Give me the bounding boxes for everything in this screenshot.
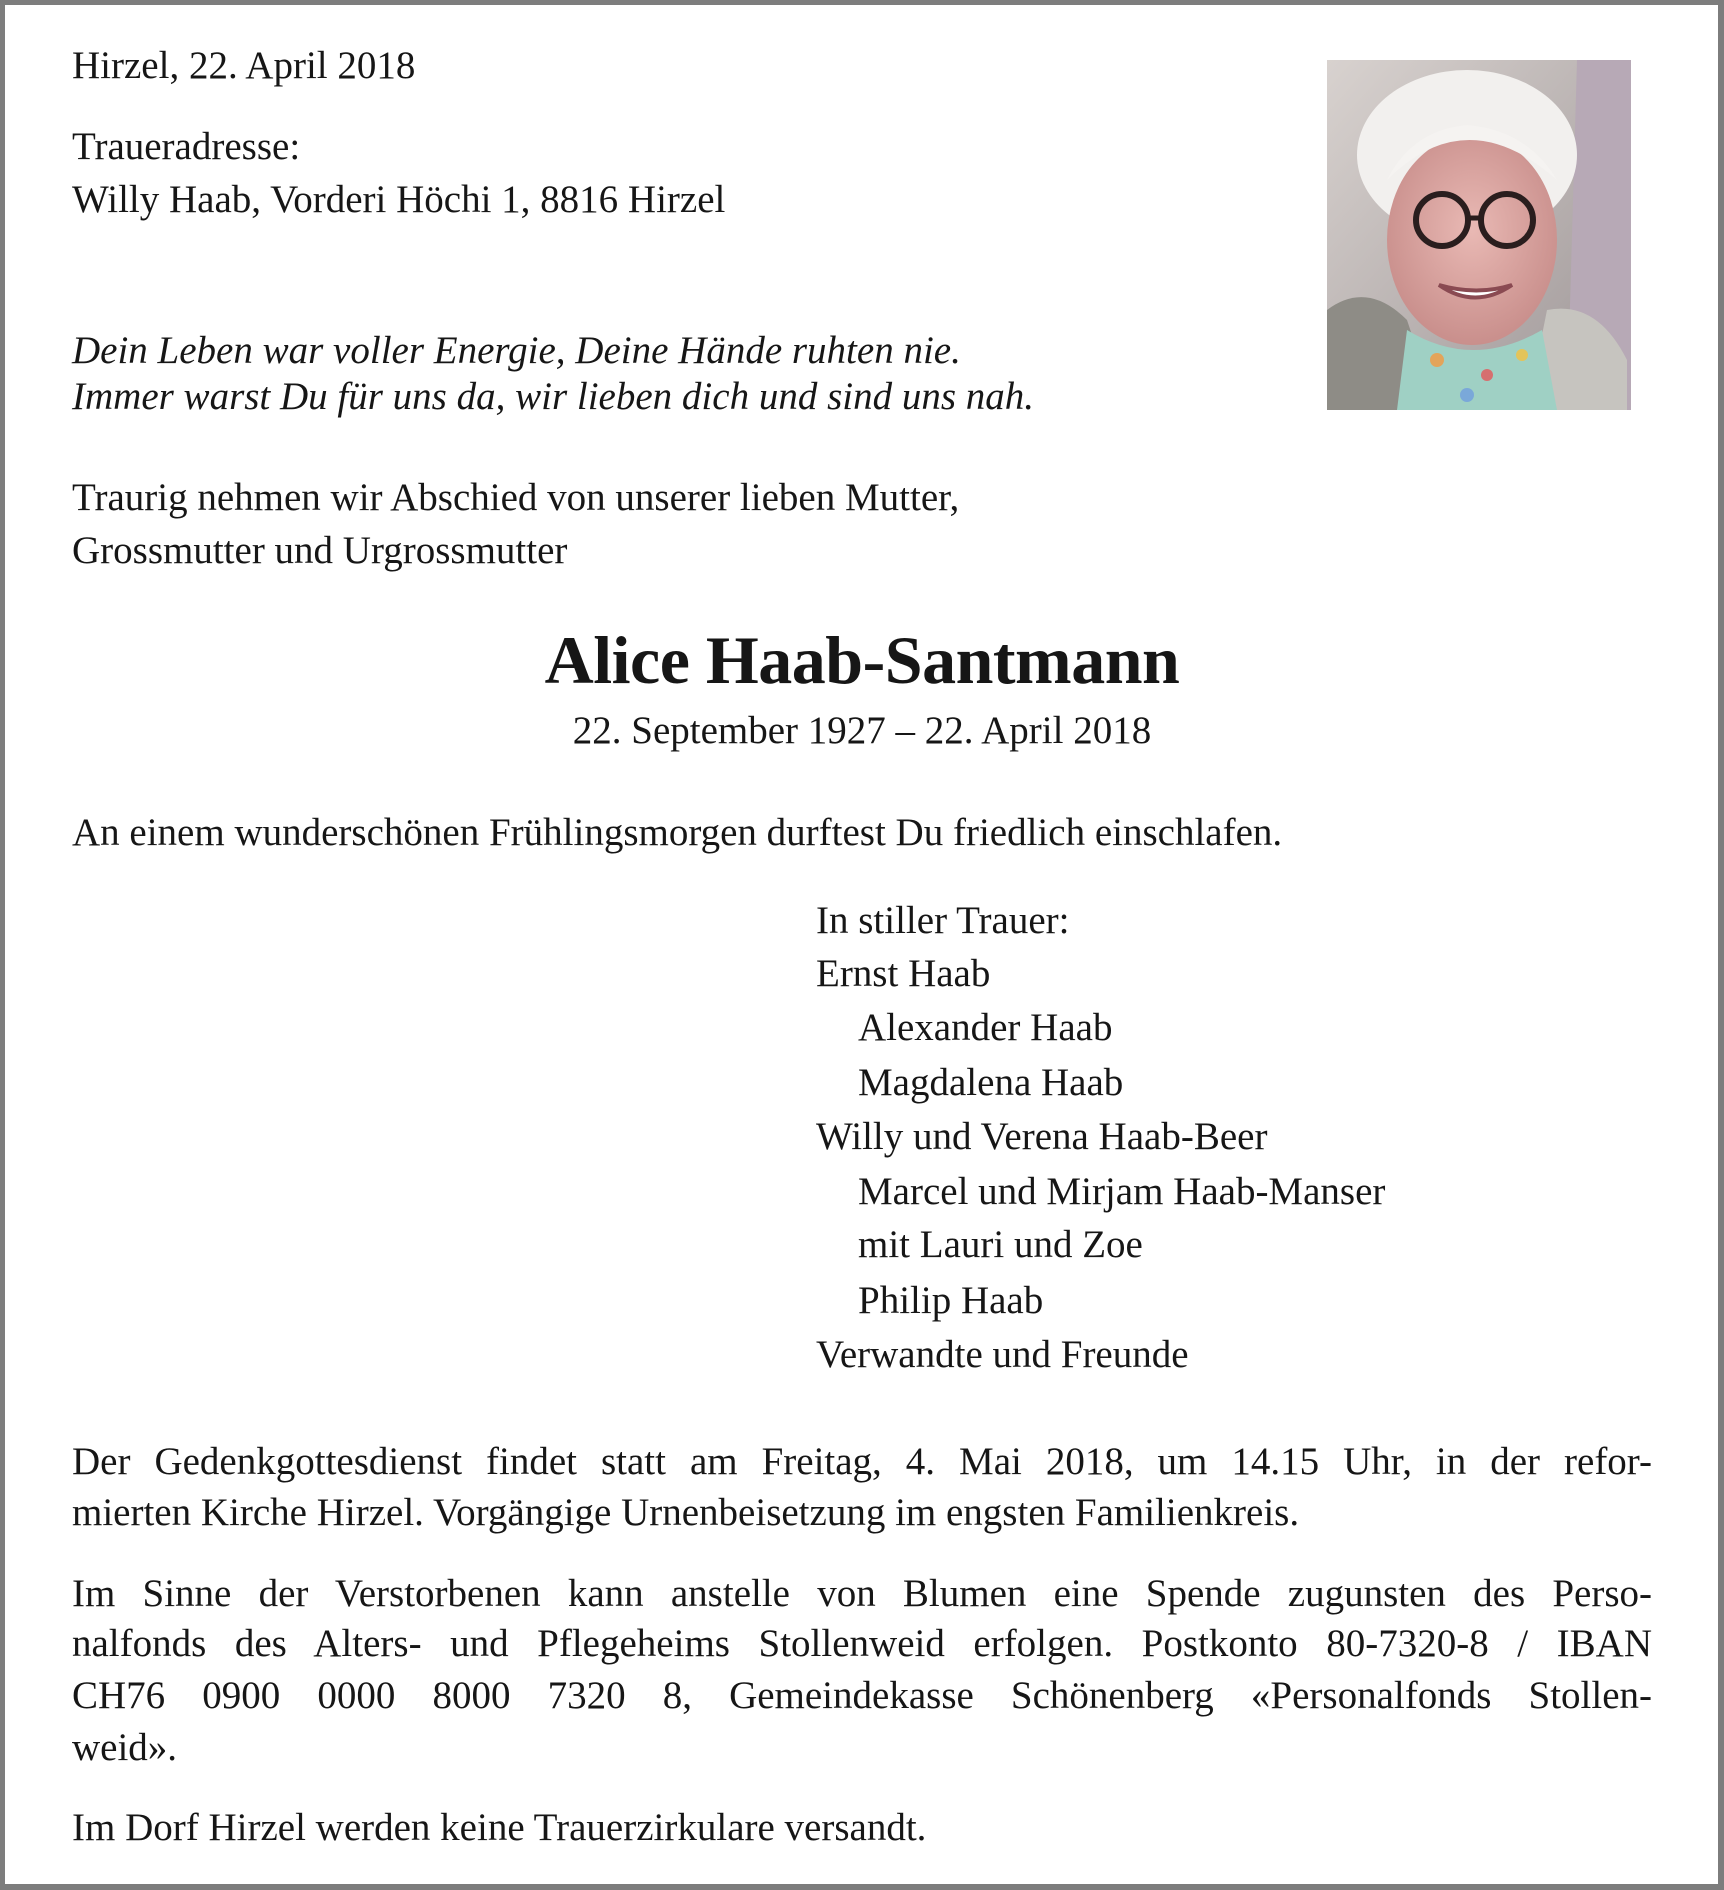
life-dates: 22. September 1927 – 22. April 2018 bbox=[572, 709, 1152, 752]
donation-line-1: Im Sinne der Verstorbenen kann anstelle von Blumen eine Spende zugunsten des Perso- bbox=[72, 1572, 1652, 1615]
closing-note: Im Dorf Hirzel werden keine Trauerzirkulare versandt. bbox=[72, 1806, 927, 1849]
donation-line-4: weid». bbox=[72, 1726, 178, 1769]
mourner: Ernst Haab bbox=[816, 952, 991, 995]
statement: An einem wunderschönen Frühlingsmorgen durftest Du friedlich einschlafen. bbox=[72, 811, 1283, 854]
mourners-label: In stiller Trauer: bbox=[816, 899, 1070, 942]
intro-line-2: Grossmutter und Urgrossmutter bbox=[72, 529, 568, 572]
donation-line-2: nalfonds des Alters- und Pflegeheims Stollenweid erfolgen. Postkonto 80-7320-8 / IBAN bbox=[72, 1622, 1652, 1665]
portrait-photo bbox=[1327, 60, 1631, 410]
mourner: Magdalena Haab bbox=[858, 1061, 1124, 1104]
service-line-1: Der Gedenkgottesdienst findet statt am Freitag, 4. Mai 2018, um 14.15 Uhr, in der refor- bbox=[72, 1440, 1652, 1483]
mourner: Alexander Haab bbox=[858, 1006, 1113, 1049]
poem-line-1: Dein Leben war voller Energie, Deine Hände ruhten nie. bbox=[72, 329, 961, 372]
service-line-2: mierten Kirche Hirzel. Vorgängige Urnenbeisetzung im engsten Familienkreis. bbox=[72, 1491, 1300, 1534]
mourner: Marcel und Mirjam Haab-Manser bbox=[858, 1170, 1386, 1213]
mourning-address: Willy Haab, Vorderi Höchi 1, 8816 Hirzel bbox=[72, 178, 726, 221]
mourner: Verwandte und Freunde bbox=[816, 1333, 1189, 1376]
deceased-name: Alice Haab-Santmann bbox=[544, 622, 1180, 698]
place-date: Hirzel, 22. April 2018 bbox=[72, 44, 416, 87]
mourner: Willy und Verena Haab-Beer bbox=[816, 1115, 1268, 1158]
portrait-image bbox=[1327, 60, 1631, 410]
address-label: Traueradresse: bbox=[72, 125, 301, 168]
donation-line-3: CH76 0900 0000 8000 7320 8, Gemeindekasse Schönenberg «Personalfonds Stollen- bbox=[72, 1674, 1652, 1717]
mourner: mit Lauri und Zoe bbox=[858, 1223, 1143, 1266]
intro-line-1: Traurig nehmen wir Abschied von unserer lieben Mutter, bbox=[72, 476, 960, 519]
mourner: Philip Haab bbox=[858, 1279, 1044, 1322]
poem-line-2: Immer warst Du für uns da, wir lieben dich und sind uns nah. bbox=[72, 375, 1035, 418]
